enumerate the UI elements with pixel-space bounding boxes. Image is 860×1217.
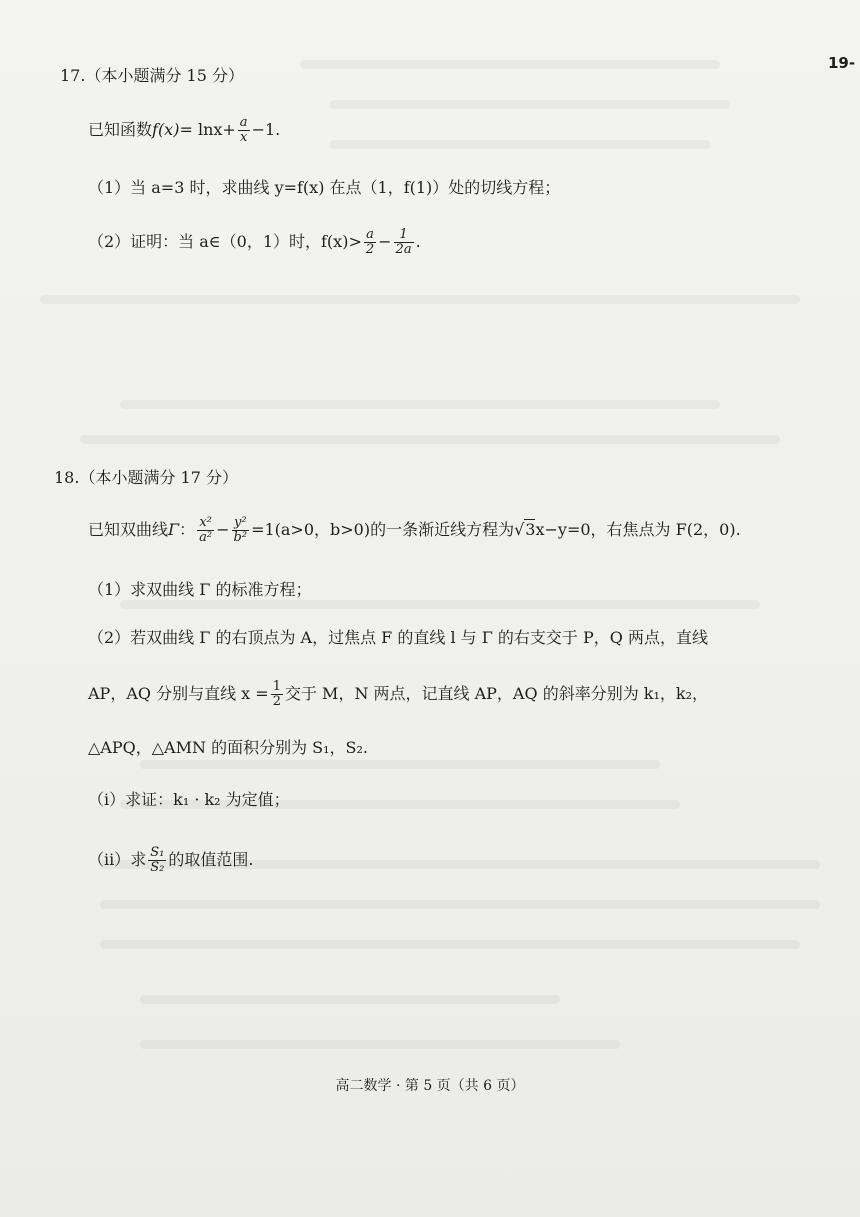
q18-gamma: Γ <box>168 520 180 539</box>
q18-part2-line1: （2）若双曲线 Γ 的右顶点为 A，过焦点 F 的直线 l 与 Γ 的右支交于 P，Q 两点，直线 <box>88 628 708 647</box>
q17-tail: −1. <box>251 120 281 139</box>
q18-intro: 已知双曲线 <box>88 520 169 539</box>
q18-header: 18.（本小题满分 17 分） <box>54 468 238 487</box>
q18-frac-b2: b² <box>233 530 248 545</box>
q18-frac-a2: a² <box>199 530 213 545</box>
q18-frac-half-den: 2 <box>272 694 281 709</box>
corner-page-mark: 19- <box>828 54 856 72</box>
page-footer: 高二数学 · 第 5 页（共 6 页） <box>335 1078 525 1094</box>
q18-colon: ： <box>179 520 196 539</box>
q18-part1: （1）求双曲线 Γ 的标准方程； <box>88 580 312 599</box>
q17-part2-end: . <box>415 232 421 251</box>
q18-frac-x2: x² <box>199 515 212 530</box>
q17-part2-frac-1-2a-den: 2a <box>395 242 412 257</box>
q18-hyperbola-definition: 已知双曲线Γ： $\frac{\text{x²}}{\text{a²}}$ − $\frac{\text{y²}}{\text{b²}}$ =1(a>0，b>0)的一条渐近线方程为√3x−y=0，右焦点为 F(2，0). <box>88 515 741 545</box>
q18-frac-y2-b2 <box>232 516 250 545</box>
q17-eq: = lnx+ <box>179 120 236 139</box>
q17-frac-den: x <box>238 130 250 145</box>
q17-part1: （1）当 a=3 时，求曲线 y=f(x) 在点（1，f(1)）处的切线方程； <box>88 178 561 197</box>
q17-fraction <box>238 116 250 145</box>
q18-frac-s2: S₂ <box>150 860 165 875</box>
q17-intro: 已知函数 <box>88 120 153 139</box>
q18-frac-half <box>271 680 283 709</box>
q18-part2-line3: △APQ，△AMN 的面积分别为 S₁，S₂. <box>88 738 368 757</box>
q18-sub2-prefix: （ii）求 <box>88 850 147 869</box>
q17-part2-frac-1-2a <box>394 228 414 257</box>
q18-part2-line2 <box>88 680 708 709</box>
q17-part2-frac-1-2a-num: 1 <box>399 227 408 242</box>
q17-frac-num: a <box>239 115 248 130</box>
q18-sqrt3: 3 <box>525 520 536 539</box>
q17-fx: f(x) <box>152 120 180 139</box>
q17-part2-frac-a2-num: a <box>366 227 374 242</box>
q17-part2-frac-a2-den: 2 <box>365 242 375 257</box>
q18-sub2-suffix: 的取值范围. <box>168 850 254 869</box>
q17-header: 17.（本小题满分 15 分） <box>60 66 244 85</box>
q18-frac-x2-a2 <box>197 516 214 545</box>
q18-sub2 <box>88 846 253 875</box>
q17-function-definition <box>88 116 280 145</box>
q17-part2-minus: − <box>378 232 392 251</box>
q18-part2-line2-prefix: AP，AQ 分别与直线 x = <box>88 684 269 703</box>
q18-frac-half-num: 1 <box>272 679 281 694</box>
q18-minus: − <box>216 520 230 539</box>
q17-part2-frac-a2 <box>364 228 376 257</box>
q17-part2-text: （2）证明：当 a∈（0，1）时，f(x)> <box>88 232 362 251</box>
q18-sub1: （i）求证：k₁ · k₂ 为定值； <box>88 790 290 809</box>
q18-frac-s1-s2 <box>148 846 166 875</box>
q18-part2-line2-suffix: 交于 M，N 两点，记直线 AP，AQ 的斜率分别为 k₁，k₂， <box>284 684 708 703</box>
q18-frac-y2: y² <box>234 515 247 530</box>
q18-condition: =1(a>0，b>0)的一条渐近线方程为 <box>251 520 515 539</box>
q17-part2 <box>88 228 421 257</box>
q18-asymptote-tail: x−y=0，右焦点为 F(2，0). <box>535 520 741 539</box>
q18-frac-s1: S₁ <box>150 845 165 860</box>
